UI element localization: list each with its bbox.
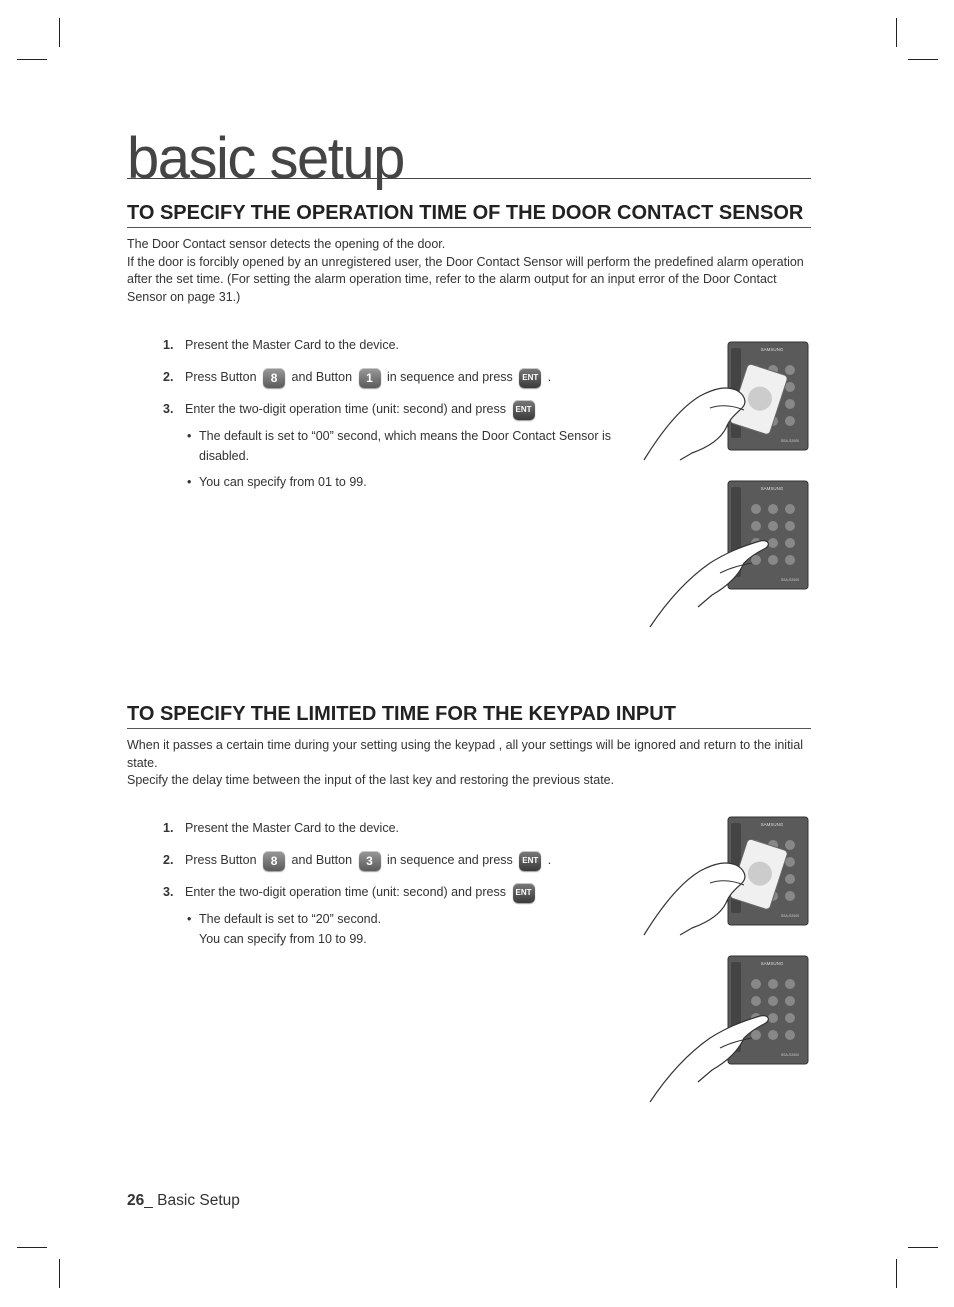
bullet-text: The default is set to “00” second, which means the Door Contact Sensor is disabled.: [199, 429, 612, 463]
step-number: 3.: [163, 885, 174, 899]
step-text: Present the Master Card to the device.: [185, 821, 399, 835]
ent-key-icon: ENT: [513, 400, 535, 420]
bullet-icon: •: [187, 429, 192, 443]
bullet-text: You can specify from 10 to 99.: [199, 932, 367, 946]
ent-key-icon: ENT: [519, 851, 541, 871]
step-text: in sequence and press: [386, 853, 513, 867]
crop-mark: [896, 1259, 897, 1288]
section-title: TO SPECIFY THE OPERATION TIME OF THE DOOR CONTACT SENSOR: [127, 201, 811, 228]
chapter-header: [127, 122, 811, 191]
key-3-icon: 3: [359, 851, 381, 871]
step-item: [163, 880, 538, 904]
page-footer: [127, 1192, 240, 1210]
intro-paragraph: If the door is forcibly opened by an unregistered user, the Door Contact Sensor will perform the predefined alarm operation after the set time. (For setting the alarm operation time, refer to the alarm output for an input error of the Door Contact Sensor on page 31.): [127, 254, 804, 304]
step-number: 1.: [163, 821, 174, 835]
step-item: [163, 848, 551, 872]
bullet-text: You can specify from 01 to 99.: [199, 475, 367, 489]
keypad-illustration: [640, 952, 815, 1107]
page-number: 26: [127, 1192, 145, 1209]
crop-mark: [896, 18, 897, 47]
footer-label: _ Basic Setup: [144, 1192, 240, 1209]
key-1-icon: 1: [359, 368, 381, 388]
key-8-icon: 8: [263, 368, 285, 388]
section-intro: [127, 737, 811, 790]
step-item: [163, 816, 399, 840]
section-title: TO SPECIFY THE LIMITED TIME FOR THE KEYPAD INPUT: [127, 702, 811, 729]
crop-mark: [17, 1247, 47, 1248]
step-text: and Button: [291, 370, 353, 384]
device-model-label: SSA-S2000: [780, 439, 800, 443]
device-model-label: SSA-S2000: [780, 578, 800, 582]
intro-paragraph: Specify the delay time between the input of the last key and restoring the previous state.: [127, 773, 615, 787]
section-intro: [127, 236, 811, 306]
key-8-icon: 8: [263, 851, 285, 871]
bullet-icon: •: [187, 912, 192, 926]
crop-mark: [908, 1247, 938, 1248]
step-number: 2.: [163, 853, 174, 867]
ent-key-icon: ENT: [519, 368, 541, 388]
step-number: 3.: [163, 402, 174, 416]
crop-mark: [908, 59, 938, 60]
chapter-title: basic setup: [127, 126, 404, 191]
bullet-item: [187, 426, 627, 466]
step-text: .: [547, 370, 552, 384]
intro-paragraph: When it passes a certain time during your setting using the keypad , all your settings will be ignored and return to the initial state.: [127, 738, 804, 770]
step-item: [163, 365, 551, 389]
bullet-text: The default is set to “20” second.: [199, 912, 382, 926]
step-text: .: [547, 853, 552, 867]
step-text: Enter the two-digit operation time (unit: second) and press: [185, 402, 507, 416]
step-number: 1.: [163, 338, 174, 352]
bullet-icon: •: [187, 475, 192, 489]
device-brand-label: SAMSUNG: [760, 961, 784, 966]
step-item: [163, 333, 399, 357]
crop-mark: [59, 18, 60, 47]
step-text: in sequence and press: [386, 370, 513, 384]
device-brand-label: SAMSUNG: [760, 822, 784, 827]
bullet-item: [187, 472, 627, 492]
card-reader-illustration: [640, 813, 815, 938]
step-text: Press Button: [185, 853, 257, 867]
bullet-item: [187, 909, 627, 949]
step-text: Enter the two-digit operation time (unit: second) and press: [185, 885, 507, 899]
ent-key-icon: ENT: [513, 883, 535, 903]
card-reader-illustration: [640, 338, 815, 463]
crop-mark: [17, 59, 47, 60]
device-model-label: SSA-S2000: [780, 1053, 800, 1057]
step-text: and Button: [291, 853, 353, 867]
device-brand-label: SAMSUNG: [760, 347, 784, 352]
keypad-illustration: [640, 477, 815, 632]
device-brand-label: SAMSUNG: [760, 486, 784, 491]
step-text: Present the Master Card to the device.: [185, 338, 399, 352]
crop-mark: [59, 1259, 60, 1288]
step-item: [163, 397, 538, 421]
step-text: Press Button: [185, 370, 257, 384]
step-number: 2.: [163, 370, 174, 384]
device-model-label: SSA-S2000: [780, 914, 800, 918]
intro-paragraph: The Door Contact sensor detects the opening of the door.: [127, 237, 446, 251]
